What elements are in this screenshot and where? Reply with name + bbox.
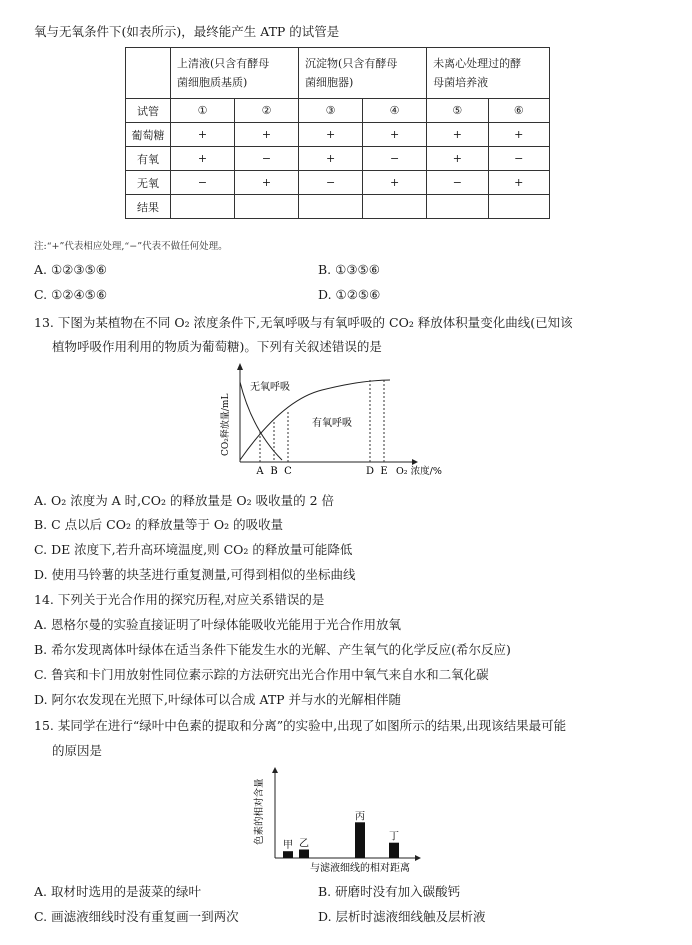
table-cell: + (488, 171, 549, 195)
bar-4 (389, 843, 399, 858)
q15-option-c[interactable]: C. 画滤液细线时没有重复画一到两次 (34, 909, 239, 924)
q15-option-a[interactable]: A. 取材时选用的是菠菜的绿叶 (34, 884, 201, 899)
anaerobic-curve (240, 382, 282, 460)
q12-option-c[interactable]: C. ①②④⑤⑥ (34, 287, 108, 302)
tick-e: E (380, 466, 388, 477)
table-cell: + (427, 147, 488, 171)
q14-option-c[interactable]: C. 鲁宾和卡门用放射性同位素示踪的方法研究出光合作用中氧气来自水和二氧化碳 (34, 667, 489, 682)
table-cell: − (171, 171, 235, 195)
table-cell: + (235, 171, 299, 195)
table-cell: + (363, 123, 427, 147)
table-group-precipitate: 沉淀物(只含有酵母 菌细胞器) (299, 48, 427, 99)
bar-label-2: 乙 (299, 838, 309, 850)
bar-2 (299, 850, 309, 859)
bar-3 (355, 822, 365, 858)
table-cell (235, 195, 299, 219)
anaerobic-label: 无氧呼吸 (250, 382, 290, 393)
table-row-label: 有氧 (126, 147, 171, 171)
table-cell: − (299, 171, 363, 195)
table-row (126, 147, 550, 171)
table-cell (363, 195, 427, 219)
q15-stem-line2: 的原因是 (52, 743, 103, 758)
table-cell (427, 195, 488, 219)
aerobic-label: 有氧呼吸 (312, 418, 352, 429)
table-cell: + (235, 123, 299, 147)
table-cell: − (488, 147, 549, 171)
q12-option-d[interactable]: D. ①②⑤⑥ (318, 287, 381, 302)
tick-c: C (284, 466, 292, 477)
tick-b: B (270, 466, 278, 477)
table-row (126, 195, 550, 219)
tick-a: A (256, 466, 264, 477)
q13-option-d[interactable]: D. 使用马铃薯的块茎进行重复测量,可得到相似的坐标曲线 (34, 567, 356, 582)
q13-stem-line1: 13. 下图为某植物在不同 O₂ 浓度条件下,无氧呼吸与有氧呼吸的 CO₂ 释放体积量变化曲线(已知该 (34, 315, 573, 330)
y-axis-label: 色素的相对含量 (254, 778, 265, 845)
table-group-culture: 未离心处理过的酵 母菌培养液 (427, 48, 550, 99)
table-cell: ⑥ (488, 99, 549, 123)
table-row-label: 无氧 (126, 171, 171, 195)
q14-option-d[interactable]: D. 阿尔农发现在光照下,叶绿体可以合成 ATP 并与水的光解相伴随 (34, 692, 402, 707)
q12-option-a[interactable]: A. ①②③⑤⑥ (34, 262, 108, 277)
table-cell (171, 195, 235, 219)
table-cell: + (171, 147, 235, 171)
table-cell: ④ (363, 99, 427, 123)
table-note: 注:“+”代表相应处理,“−”代表不做任何处理。 (34, 241, 228, 252)
table-cell: ③ (299, 99, 363, 123)
q14-option-b[interactable]: B. 希尔发现离体叶绿体在适当条件下能发生水的光解、产生氧气的化学反应(希尔反应) (34, 642, 511, 657)
table-row-label: 葡萄糖 (126, 123, 171, 147)
bar-label-3: 丙 (355, 811, 365, 823)
q13-option-a[interactable]: A. O₂ 浓度为 A 时,CO₂ 的释放量是 O₂ 吸收量的 2 倍 (34, 493, 335, 508)
table-cell (488, 195, 549, 219)
table-cell: + (488, 123, 549, 147)
y-axis-arrow (272, 767, 278, 773)
x-axis-arrow (412, 459, 418, 465)
experiment-table (125, 47, 550, 219)
respiration-curve-figure (212, 360, 472, 480)
table-cell: ⑤ (427, 99, 488, 123)
table-corner-cell (126, 48, 171, 99)
table-row (126, 99, 550, 123)
table-cell: + (299, 147, 363, 171)
table-group-supernatant: 上清液(只含有酵母 菌细胞质基质) (171, 48, 299, 99)
table-cell (299, 195, 363, 219)
tick-d: D (365, 466, 375, 477)
table-cell: ① (171, 99, 235, 123)
table-cell: ② (235, 99, 299, 123)
q15-option-b[interactable]: B. 研磨时没有加入碳酸钙 (318, 884, 461, 899)
table-cell: + (363, 171, 427, 195)
x-axis-label: O₂ 浓度/% (396, 466, 442, 477)
table-row-label: 结果 (126, 195, 171, 219)
q13-option-b[interactable]: B. C 点以后 CO₂ 的释放量等于 O₂ 的吸收量 (34, 517, 284, 532)
q14-stem: 14. 下列关于光合作用的探究历程,对应关系错误的是 (34, 592, 325, 607)
q15-stem-line1: 15. 某同学在进行“绿叶中色素的提取和分离”的实验中,出现了如图所示的结果,出现该结果最可能 (34, 718, 567, 733)
table-cell: − (363, 147, 427, 171)
table-cell: + (427, 123, 488, 147)
q13-option-c[interactable]: C. DE 浓度下,若升高环境温度,则 CO₂ 的释放量可能降低 (34, 542, 353, 557)
table-cell: − (427, 171, 488, 195)
pigment-bar-figure (250, 765, 430, 875)
y-axis-arrow (237, 363, 243, 370)
x-axis-arrow (415, 855, 421, 861)
bar-label-1: 甲 (283, 840, 293, 852)
q12-option-b[interactable]: B. ①③⑤⑥ (318, 262, 380, 277)
table-header-row (126, 48, 550, 99)
question-intro: 氧与无氧条件下(如表所示)，最终能产生 ATP 的试管是 (34, 24, 340, 39)
q14-option-a[interactable]: A. 恩格尔曼的实验直接证明了叶绿体能吸收光能用于光合作用放氧 (34, 617, 401, 632)
q15-option-d[interactable]: D. 层析时滤液细线触及层析液 (318, 909, 486, 924)
table-cell: + (171, 123, 235, 147)
bar-1 (283, 851, 293, 858)
y-axis-label: CO₂释放量/mL (221, 393, 231, 456)
table-cell: + (299, 123, 363, 147)
bar-label-4: 丁 (389, 831, 399, 843)
table-row (126, 171, 550, 195)
table-row-label: 试管 (126, 99, 171, 123)
x-axis-label: 与滤液细线的相对距离 (310, 863, 410, 874)
table-cell: − (235, 147, 299, 171)
q13-stem-line2: 植物呼吸作用利用的物质为葡萄糖)。下列有关叙述错误的是 (52, 339, 382, 354)
table-row (126, 123, 550, 147)
